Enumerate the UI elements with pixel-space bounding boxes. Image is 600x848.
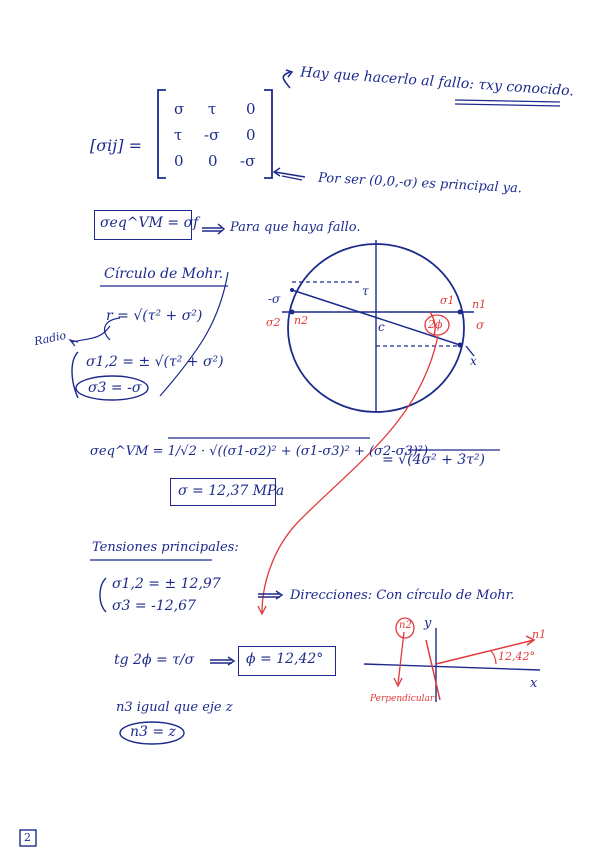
mohr-angle: 2ϕ	[428, 318, 443, 331]
matrix-cell: -σ	[240, 152, 256, 170]
vm-result: = √(4σ² + 3τ²)	[382, 452, 485, 468]
axis-x-label: x	[530, 676, 538, 691]
mohr-tau: τ	[362, 284, 369, 298]
axis-angle-label: 12,42°	[498, 650, 535, 663]
vm-equation: σeq^VM = σf	[100, 215, 199, 231]
axis-y-label: y	[424, 616, 432, 631]
n3-note: n3 igual que eje z	[116, 700, 233, 715]
mohr-n1: n1	[472, 298, 487, 311]
radio-label: Radio	[33, 328, 68, 349]
matrix-label: [σij] =	[90, 136, 142, 155]
sigma3-expr: σ3 = -σ	[88, 380, 142, 396]
mohr-neg-sigma: -σ	[268, 292, 281, 306]
matrix-cell: 0	[246, 126, 256, 144]
matrix-cell: 0	[208, 152, 218, 170]
note-principal: Por ser (0,0,-σ) es principal ya.	[317, 170, 523, 197]
mohr-sigma: σ	[476, 318, 485, 332]
s3-value: σ3 = -12,67	[112, 598, 196, 614]
axis-n1-label: n1	[532, 628, 547, 641]
direction-note: Direcciones: Con círculo de Mohr.	[290, 588, 515, 603]
phi-result: ϕ = 12,42°	[246, 651, 324, 667]
matrix-cell: τ	[208, 100, 217, 118]
page-number: 2	[24, 831, 31, 844]
circle-title: Círculo de Mohr.	[104, 266, 224, 282]
matrix-cell: σ	[174, 100, 185, 118]
matrix-cell: -σ	[204, 126, 220, 144]
mohr-x: x	[470, 354, 477, 368]
vm-expression: σeq^VM = 1/√2 · √((σ1-σ2)² + (σ1-σ3)² + (σ2-σ3)²)	[90, 444, 429, 459]
axis-n2-label: n2	[399, 620, 412, 631]
n3-result: n3 = z	[130, 724, 176, 740]
curl-arrow-top	[283, 72, 290, 88]
mohr-sigma2: σ2	[266, 316, 281, 329]
radius-expr: r = √(τ² + σ²)	[106, 308, 203, 324]
sigma12-expr: σ1,2 = ± √(τ² + σ²)	[86, 354, 224, 370]
matrix-cell: 0	[174, 152, 184, 170]
note-vm: Para que haya fallo.	[230, 220, 361, 235]
stress-matrix	[160, 92, 270, 174]
matrix-cell: τ	[174, 126, 183, 144]
mohr-sigma1: σ1	[440, 294, 455, 307]
tan-expression: tg 2ϕ = τ/σ	[114, 652, 195, 668]
mohr-center: c	[378, 320, 385, 334]
matrix-cell: 0	[246, 100, 256, 118]
sigma-result: σ = 12,37 MPa	[178, 483, 285, 499]
note-top: Hay que hacerlo al fallo: τxy conocido.	[299, 64, 575, 100]
s12-value: σ1,2 = ± 12,97	[112, 576, 221, 592]
axis-perp-label: Perpendicular	[370, 694, 435, 704]
principal-title: Tensiones principales:	[92, 540, 239, 555]
mohr-n2: n2	[294, 314, 309, 327]
